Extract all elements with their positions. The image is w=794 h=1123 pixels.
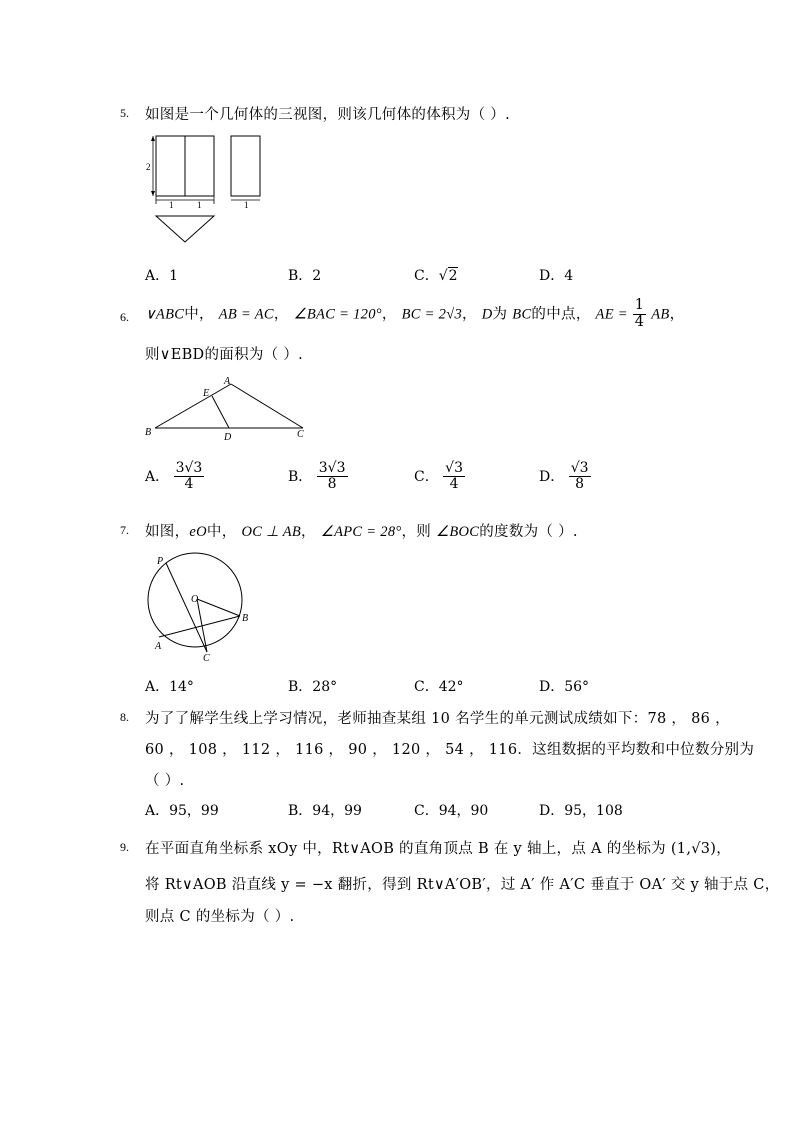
q5-width1-label: 1 xyxy=(169,200,174,210)
q9-stem-line1: 在平面直角坐标系 xOy 中，Rt∨AOB 的直角顶点 B 在 y 轴上，点 A 的坐标为 (1,√3)， xyxy=(145,841,732,857)
svg-text:O: O xyxy=(191,594,199,605)
svg-text:P: P xyxy=(157,556,164,567)
q6-option-c: C． $\frac{√3}{4}$ xyxy=(414,460,463,493)
q5-option-c: C．√2 xyxy=(414,268,458,284)
svg-text:D: D xyxy=(224,432,232,443)
q7-option-d: D．56° xyxy=(539,679,590,695)
q8-stem-line3: （ ）. xyxy=(145,773,185,789)
q7-number: 7. xyxy=(120,523,129,537)
svg-text:C: C xyxy=(203,653,210,664)
q8-stem-line2: 60 ， 108 ， 112 ， 116 ， 90 ， 120 ， 54 ， 116．这组数据的平均数和中位数分别为 xyxy=(145,742,755,758)
svg-text:B: B xyxy=(242,613,249,624)
q5-option-d: D．4 xyxy=(539,268,574,284)
q6-option-a: A． $\frac{3√3}{4}$ xyxy=(145,460,203,493)
svg-text:E: E xyxy=(203,388,210,399)
q6-option-d: D． $\frac{√3}{8}$ xyxy=(539,460,589,493)
q8-option-a: A．95，99 xyxy=(145,803,219,819)
q5-width2-label: 1 xyxy=(197,200,202,210)
q6-number: 6. xyxy=(120,310,129,324)
q5-three-view-figure xyxy=(140,130,280,250)
q7-option-b: B．28° xyxy=(288,679,338,695)
q9-stem-line2: 将 Rt∨AOB 沿直线 y = −x 翻折，得到 Rt∨A′OB′，过 A′ 作 A′C 垂直于 OA′ 交 y 轴于点 C， xyxy=(145,877,780,893)
svg-text:C: C xyxy=(297,429,304,440)
q6-stem-line1: ∨ABC中， AB = AC， ∠BAC = 120°， BC = 2√3， D为 BC的中点， AE = $\frac{1}{4}$ AB， xyxy=(145,297,685,330)
q7-option-c: C．42° xyxy=(414,679,464,695)
svg-text:A: A xyxy=(155,641,162,652)
q7-stem: 如图，eO中， OC ⊥ AB， ∠APC = 28°，则 ∠BOC的度数为（ ）. xyxy=(145,524,578,540)
q6-triangle-figure xyxy=(140,370,320,445)
q6-stem-line2: 则∨EBD的面积为（ ）. xyxy=(145,347,304,363)
q5-stem: 如图是一个几何体的三视图，则该几何体的体积为（ ）. xyxy=(145,107,511,123)
q6-option-b: B． $\frac{3√3}{8}$ xyxy=(288,460,346,493)
svg-text:B: B xyxy=(145,427,152,438)
q8-option-c: C．94，90 xyxy=(414,803,489,819)
svg-text:A: A xyxy=(224,376,231,387)
q8-stem-line1: 为了了解学生线上学习情况，老师抽查某组 10 名学生的单元测试成绩如下：78 ， 86 ， xyxy=(145,711,730,727)
q5-option-b: B．2 xyxy=(288,268,322,284)
q8-number: 8. xyxy=(120,710,129,724)
q8-option-b: B．94，99 xyxy=(288,803,362,819)
q5-number: 5. xyxy=(120,106,129,120)
q5-width3-label: 1 xyxy=(244,200,249,210)
q8-option-d: D．95，108 xyxy=(539,803,623,819)
q9-stem-line3: 则点 C 的坐标为（ ）. xyxy=(145,909,295,925)
q5-height-label: 2 xyxy=(146,162,151,172)
q7-circle-figure xyxy=(140,550,260,665)
q9-number: 9. xyxy=(120,840,129,854)
q5-option-a: A．1 xyxy=(145,268,179,284)
q7-option-a: A．14° xyxy=(145,679,194,695)
